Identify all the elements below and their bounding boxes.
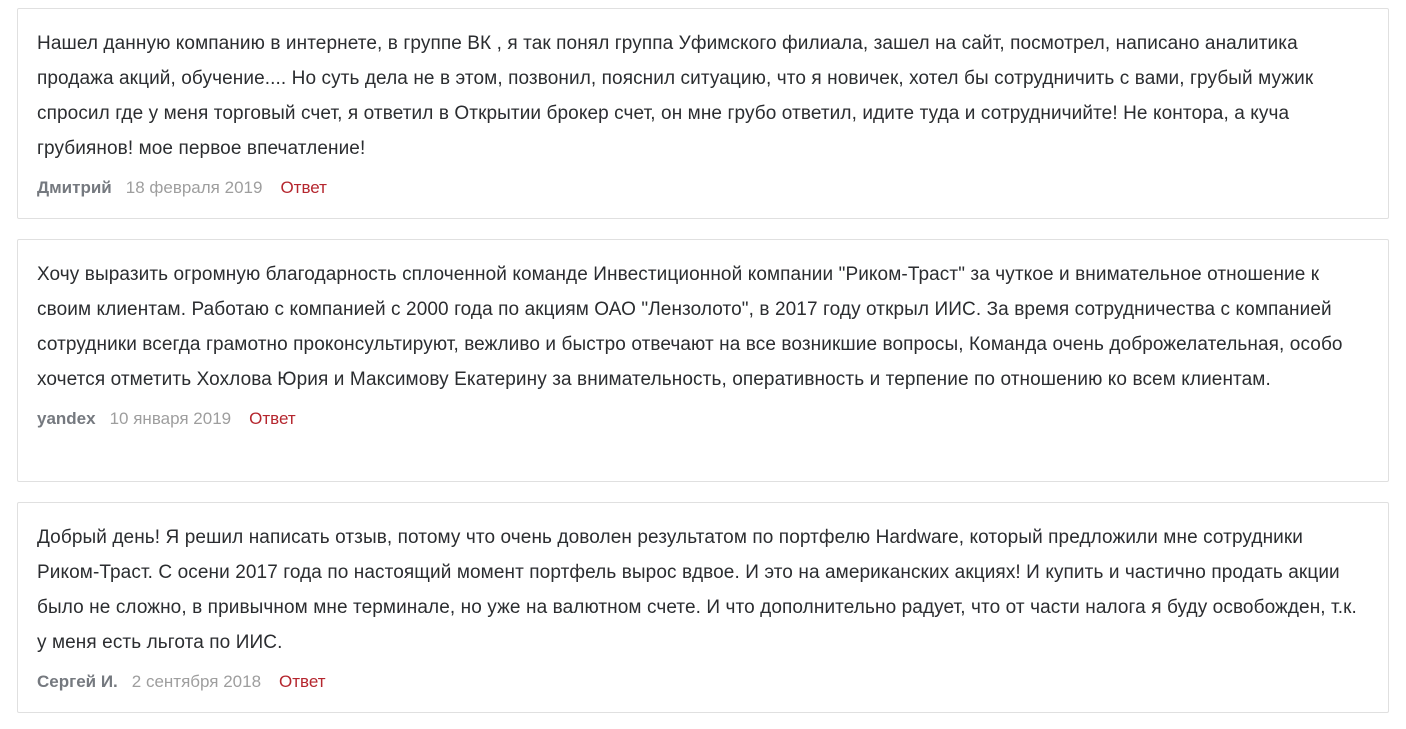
review-text: Добрый день! Я решил написать отзыв, потому что очень доволен результатом по портфелю Hardware, который предложили мне сотрудники Риком-Траст. С осени 2017 года по настоящий момент портфель вырос вдвое. И это на американских акциях! И купить и частично продать акции было не сложно, в привычном мне терминале, но уже на валютном счете. И что дополнительно радует, что от части налога я буду освобожден, т.к. у меня есть льгота по ИИС. bbox=[37, 527, 1357, 653]
review-card bbox=[17, 502, 1389, 713]
review-card bbox=[17, 8, 1389, 219]
review-card bbox=[17, 239, 1389, 482]
review-meta bbox=[37, 670, 1358, 694]
review-meta bbox=[37, 176, 1358, 200]
review-date: 18 февраля 2019 bbox=[125, 178, 263, 197]
review-author: Сергей И. bbox=[37, 672, 118, 691]
review-date: 10 января 2019 bbox=[109, 409, 232, 428]
reply-link[interactable]: Ответ bbox=[280, 178, 327, 197]
review-meta bbox=[37, 407, 1358, 431]
review-text: Хочу выразить огромную благодарность сплоченной команде Инвестиционной компании "Риком-Траст" за чуткое и внимательное отношение к своим клиентам. Работаю с компанией с 2000 года по акциям ОАО "Лензолото", в 2017 году открыл ИИС. За время сотрудничества с компанией сотрудники всегда грамотно проконсультируют, вежливо и быстро отвечают на все возникшие вопросы, Команда очень доброжелательная, особо хочется отметить Хохлова Юрия и Максимову Екатерину за внимательность, оперативность и терпение по отношению ко всем клиентам. bbox=[37, 264, 1343, 390]
review-text: Нашел данную компанию в интернете, в группе ВК , я так понял группа Уфимского филиала, зашел на сайт, посмотрел, написано аналитика продажа акций, обучение.... Но суть дела не в этом, позвонил, пояснил ситуацию, что я новичек, хотел бы сотрудничить с вами, грубый мужик спросил где у меня торговый счет, я ответил в Открытии брокер счет, он мне грубо ответил, идите туда и сотрудничийте! Не контора, а куча грубиянов! мое первое впечатление! bbox=[37, 33, 1314, 159]
review-author: yandex bbox=[37, 409, 96, 428]
review-author: Дмитрий bbox=[37, 178, 112, 197]
reply-link[interactable]: Ответ bbox=[279, 672, 326, 691]
review-date: 2 сентября 2018 bbox=[131, 672, 262, 691]
reply-link[interactable]: Ответ bbox=[249, 409, 296, 428]
